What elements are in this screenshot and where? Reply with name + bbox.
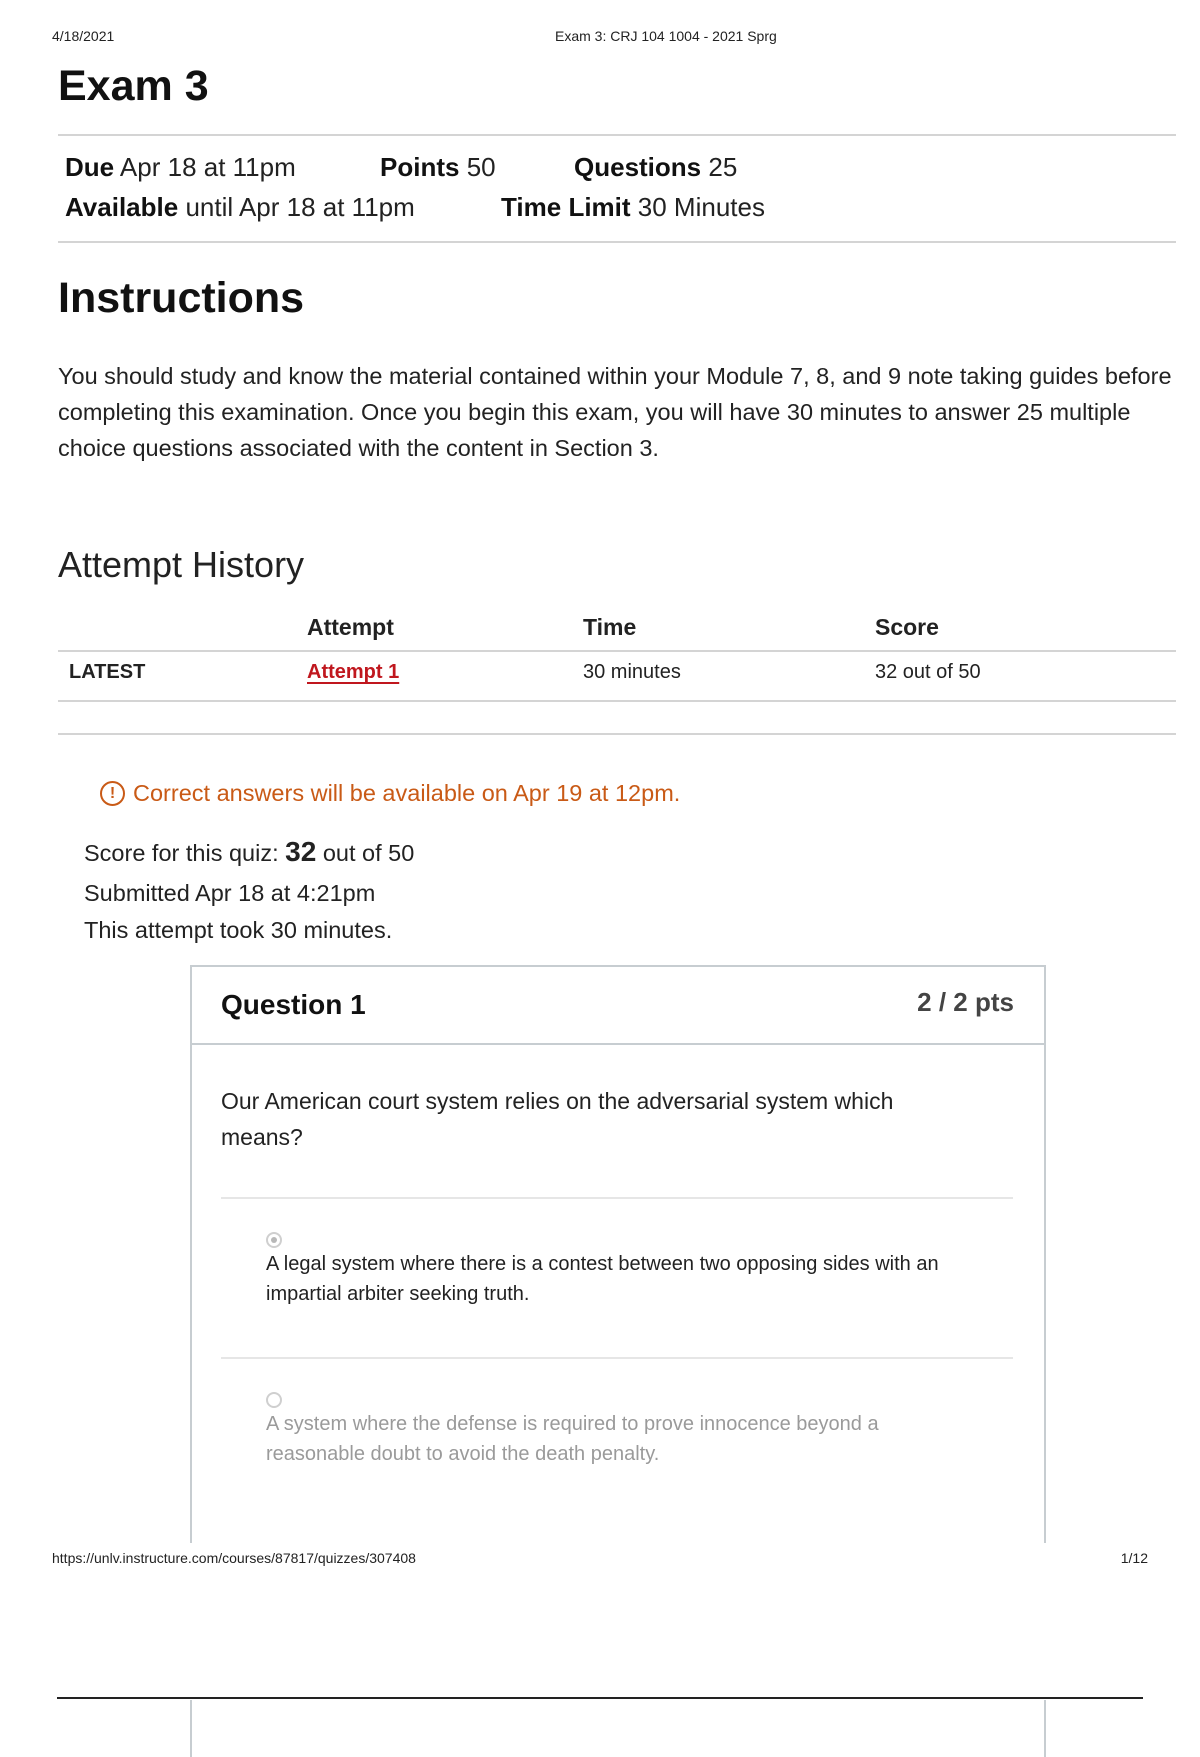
info-circle-icon: ! — [100, 781, 125, 806]
meta-time-limit — [501, 192, 765, 223]
print-footer — [52, 1550, 1148, 1570]
print-document-title: Exam 3: CRJ 104 1004 - 2021 Sprg — [555, 28, 777, 44]
questions-value: 25 — [708, 152, 738, 182]
due-value: Apr 18 at 11pm — [119, 152, 296, 182]
submitted-time: Submitted Apr 18 at 4:21pm — [84, 880, 376, 906]
available-value: until Apr 18 at 11pm — [185, 192, 415, 222]
latest-label: LATEST — [69, 661, 146, 683]
points-value: 50 — [466, 152, 496, 182]
question-title: Question 1 — [221, 989, 366, 1020]
attempt-history-heading: Attempt History — [58, 544, 305, 585]
page-number: 1/12 — [1120, 1550, 1148, 1566]
answer-option-2: A system where the defense is required to prove innocence beyond a reasonable doubt to avoid the death penalty. — [266, 1413, 879, 1465]
print-url: https://unlv.instructure.com/courses/87817/quizzes/307408 — [52, 1550, 416, 1566]
score-suffix: out of 50 — [322, 840, 415, 866]
available-label: Available — [65, 192, 179, 222]
divider — [58, 241, 1176, 243]
answer-option-1: A legal system where there is a contest between two opposing sides with an impartial arbiter seeking truth. — [266, 1253, 939, 1305]
table-bottom-divider — [58, 700, 1176, 702]
page-title: Exam 3 — [58, 62, 209, 110]
column-header-time: Time — [583, 614, 637, 640]
meta-points — [380, 152, 496, 183]
quiz-score — [84, 836, 414, 868]
column-header-attempt: Attempt — [307, 614, 394, 640]
attempt-duration: This attempt took 30 minutes. — [84, 917, 393, 943]
questions-label: Questions — [574, 152, 702, 182]
instructions-text: You should study and know the material contained within your Module 7, 8, and 9 note taking guides before completing this examination. Once you begin this exam, you will have 30 minutes to answer 25 multiple choice questions associated with the content in Section 3. — [58, 363, 1172, 461]
answer-radio-1[interactable] — [266, 1232, 282, 1248]
answer-radio-2[interactable] — [266, 1392, 282, 1408]
instructions-heading: Instructions — [58, 274, 305, 322]
question-text: Our American court system relies on the adversarial system which means? — [221, 1088, 894, 1150]
correct-answers-notice — [100, 780, 680, 807]
score-value: 32 — [285, 836, 317, 867]
points-label: Points — [380, 152, 460, 182]
page-edge-line — [57, 1697, 1143, 1699]
time-limit-value: 30 Minutes — [637, 192, 765, 222]
meta-due — [65, 152, 296, 183]
meta-questions — [574, 152, 737, 183]
meta-available — [65, 192, 415, 223]
column-header-score: Score — [875, 614, 939, 640]
answer-divider — [221, 1197, 1013, 1199]
score-prefix: Score for this quiz: — [84, 840, 279, 866]
attempt-link[interactable]: Attempt 1 — [307, 661, 400, 683]
answer-divider — [221, 1357, 1013, 1359]
attempt-score: 32 out of 50 — [875, 661, 981, 683]
print-date: 4/18/2021 — [52, 28, 115, 44]
notice-text: Correct answers will be available on Apr 19 at 12pm. — [133, 780, 681, 806]
attempt-time: 30 minutes — [583, 661, 681, 683]
question-header — [192, 967, 1044, 1045]
divider — [58, 134, 1176, 136]
table-header-divider — [58, 650, 1176, 652]
due-label: Due — [65, 152, 115, 182]
print-header — [52, 28, 1148, 48]
time-limit-label: Time Limit — [501, 192, 631, 222]
question-points: 2 / 2 pts — [917, 987, 1014, 1017]
divider — [58, 733, 1176, 735]
